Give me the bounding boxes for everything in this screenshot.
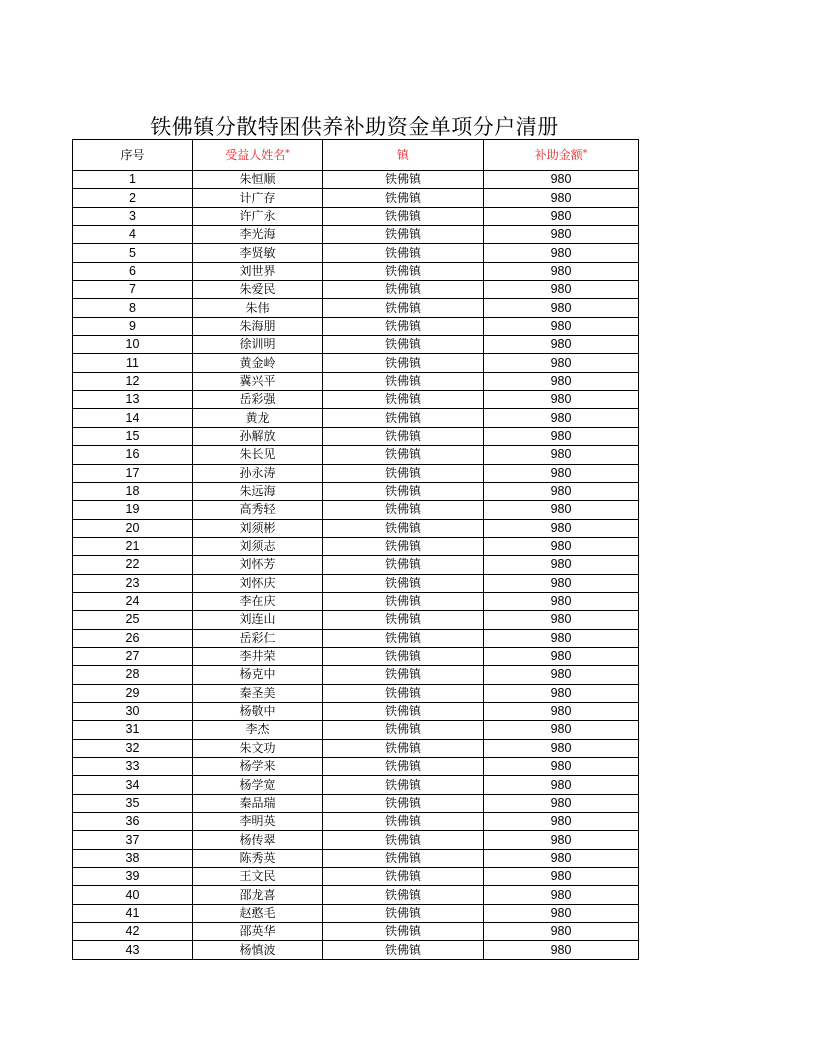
cell-beneficiary-name: 朱文功 [193, 739, 323, 757]
cell-town: 铁佛镇 [323, 702, 484, 720]
cell-town: 铁佛镇 [323, 666, 484, 684]
cell-subsidy-amount: 980 [484, 299, 639, 317]
cell-index: 4 [73, 226, 193, 244]
header-amount-label: 补助金额 [534, 148, 583, 162]
cell-town: 铁佛镇 [323, 868, 484, 886]
cell-beneficiary-name: 徐训明 [193, 336, 323, 354]
cell-town: 铁佛镇 [323, 849, 484, 867]
cell-subsidy-amount: 980 [484, 189, 639, 207]
cell-index: 37 [73, 831, 193, 849]
cell-beneficiary-name: 杨敬中 [193, 702, 323, 720]
cell-beneficiary-name: 李在庆 [193, 592, 323, 610]
cell-town: 铁佛镇 [323, 171, 484, 189]
table-row [73, 409, 639, 427]
table-row [73, 226, 639, 244]
table-row [73, 611, 639, 629]
cell-beneficiary-name: 杨学来 [193, 758, 323, 776]
table-row [73, 427, 639, 445]
cell-index: 39 [73, 868, 193, 886]
cell-subsidy-amount: 980 [484, 244, 639, 262]
cell-beneficiary-name: 杨传翠 [193, 831, 323, 849]
header-beneficiary-name [193, 140, 323, 171]
cell-subsidy-amount: 980 [484, 629, 639, 647]
cell-subsidy-amount: 980 [484, 519, 639, 537]
cell-index: 21 [73, 537, 193, 555]
cell-town: 铁佛镇 [323, 281, 484, 299]
cell-beneficiary-name: 刘怀庆 [193, 574, 323, 592]
cell-beneficiary-name: 李井荣 [193, 647, 323, 665]
cell-subsidy-amount: 980 [484, 647, 639, 665]
table-body [73, 171, 639, 960]
cell-beneficiary-name: 王文民 [193, 868, 323, 886]
cell-index: 27 [73, 647, 193, 665]
cell-beneficiary-name: 孙永涛 [193, 464, 323, 482]
cell-beneficiary-name: 李明英 [193, 813, 323, 831]
cell-town: 铁佛镇 [323, 574, 484, 592]
cell-index: 34 [73, 776, 193, 794]
table-row [73, 629, 639, 647]
cell-town: 铁佛镇 [323, 391, 484, 409]
table-row [73, 556, 639, 574]
header-index: 序号 [73, 140, 193, 171]
page-title: 铁佛镇分散特困供养补助资金单项分户清册 [150, 115, 559, 139]
table-row [73, 886, 639, 904]
cell-index: 18 [73, 482, 193, 500]
cell-beneficiary-name: 邵英华 [193, 923, 323, 941]
cell-index: 24 [73, 592, 193, 610]
cell-beneficiary-name: 黄龙 [193, 409, 323, 427]
cell-town: 铁佛镇 [323, 941, 484, 959]
cell-town: 铁佛镇 [323, 904, 484, 922]
cell-town: 铁佛镇 [323, 592, 484, 610]
cell-town: 铁佛镇 [323, 446, 484, 464]
cell-index: 23 [73, 574, 193, 592]
cell-town: 铁佛镇 [323, 758, 484, 776]
cell-index: 7 [73, 281, 193, 299]
cell-index: 14 [73, 409, 193, 427]
cell-beneficiary-name: 秦圣美 [193, 684, 323, 702]
cell-beneficiary-name: 朱远海 [193, 482, 323, 500]
table-row [73, 336, 639, 354]
header-town: 镇 [323, 140, 484, 171]
cell-beneficiary-name: 李杰 [193, 721, 323, 739]
table-row [73, 849, 639, 867]
table-row [73, 684, 639, 702]
cell-subsidy-amount: 980 [484, 501, 639, 519]
cell-town: 铁佛镇 [323, 794, 484, 812]
cell-subsidy-amount: 980 [484, 409, 639, 427]
cell-town: 铁佛镇 [323, 647, 484, 665]
cell-index: 10 [73, 336, 193, 354]
table-row [73, 281, 639, 299]
cell-subsidy-amount: 980 [484, 684, 639, 702]
cell-index: 2 [73, 189, 193, 207]
cell-beneficiary-name: 陈秀英 [193, 849, 323, 867]
table-row [73, 758, 639, 776]
cell-town: 铁佛镇 [323, 244, 484, 262]
table-header-row [73, 140, 639, 171]
cell-town: 铁佛镇 [323, 299, 484, 317]
cell-subsidy-amount: 980 [484, 537, 639, 555]
cell-subsidy-amount: 980 [484, 739, 639, 757]
cell-subsidy-amount: 980 [484, 336, 639, 354]
table-row [73, 739, 639, 757]
cell-beneficiary-name: 朱伟 [193, 299, 323, 317]
cell-town: 铁佛镇 [323, 556, 484, 574]
cell-town: 铁佛镇 [323, 501, 484, 519]
table-row [73, 868, 639, 886]
cell-subsidy-amount: 980 [484, 849, 639, 867]
cell-beneficiary-name: 高秀轻 [193, 501, 323, 519]
table-row [73, 501, 639, 519]
cell-beneficiary-name: 朱恒顺 [193, 171, 323, 189]
table-row [73, 923, 639, 941]
cell-index: 30 [73, 702, 193, 720]
header-subsidy-amount [484, 140, 639, 171]
table-row [73, 776, 639, 794]
cell-index: 3 [73, 207, 193, 225]
cell-index: 16 [73, 446, 193, 464]
cell-index: 33 [73, 758, 193, 776]
cell-beneficiary-name: 杨慎波 [193, 941, 323, 959]
cell-index: 32 [73, 739, 193, 757]
cell-subsidy-amount: 980 [484, 556, 639, 574]
cell-town: 铁佛镇 [323, 611, 484, 629]
cell-subsidy-amount: 980 [484, 831, 639, 849]
cell-index: 43 [73, 941, 193, 959]
table-row [73, 446, 639, 464]
cell-town: 铁佛镇 [323, 464, 484, 482]
cell-beneficiary-name: 朱长见 [193, 446, 323, 464]
cell-index: 26 [73, 629, 193, 647]
cell-subsidy-amount: 980 [484, 171, 639, 189]
cell-subsidy-amount: 980 [484, 721, 639, 739]
cell-beneficiary-name: 计广存 [193, 189, 323, 207]
cell-index: 1 [73, 171, 193, 189]
table-row [73, 299, 639, 317]
cell-town: 铁佛镇 [323, 482, 484, 500]
cell-subsidy-amount: 980 [484, 666, 639, 684]
cell-subsidy-amount: 980 [484, 354, 639, 372]
cell-index: 41 [73, 904, 193, 922]
table-row [73, 519, 639, 537]
cell-town: 铁佛镇 [323, 317, 484, 335]
cell-town: 铁佛镇 [323, 886, 484, 904]
cell-town: 铁佛镇 [323, 831, 484, 849]
cell-beneficiary-name: 冀兴平 [193, 372, 323, 390]
cell-town: 铁佛镇 [323, 336, 484, 354]
cell-index: 9 [73, 317, 193, 335]
cell-subsidy-amount: 980 [484, 226, 639, 244]
cell-subsidy-amount: 980 [484, 776, 639, 794]
cell-town: 铁佛镇 [323, 721, 484, 739]
cell-subsidy-amount: 980 [484, 923, 639, 941]
cell-beneficiary-name: 黄金岭 [193, 354, 323, 372]
cell-index: 15 [73, 427, 193, 445]
required-mark: * [285, 149, 290, 159]
cell-beneficiary-name: 刘须志 [193, 537, 323, 555]
cell-index: 12 [73, 372, 193, 390]
cell-subsidy-amount: 980 [484, 281, 639, 299]
cell-beneficiary-name: 岳彩仁 [193, 629, 323, 647]
cell-beneficiary-name: 岳彩强 [193, 391, 323, 409]
cell-index: 6 [73, 262, 193, 280]
cell-subsidy-amount: 980 [484, 427, 639, 445]
cell-beneficiary-name: 朱爱民 [193, 281, 323, 299]
table-row [73, 189, 639, 207]
table-row [73, 207, 639, 225]
table-row [73, 721, 639, 739]
cell-town: 铁佛镇 [323, 813, 484, 831]
cell-subsidy-amount: 980 [484, 868, 639, 886]
table-row [73, 941, 639, 959]
cell-town: 铁佛镇 [323, 537, 484, 555]
cell-index: 5 [73, 244, 193, 262]
cell-subsidy-amount: 980 [484, 372, 639, 390]
table-row [73, 372, 639, 390]
table-row [73, 647, 639, 665]
cell-town: 铁佛镇 [323, 684, 484, 702]
cell-subsidy-amount: 980 [484, 886, 639, 904]
cell-beneficiary-name: 许广永 [193, 207, 323, 225]
cell-beneficiary-name: 邵龙喜 [193, 886, 323, 904]
cell-index: 8 [73, 299, 193, 317]
cell-town: 铁佛镇 [323, 262, 484, 280]
cell-index: 13 [73, 391, 193, 409]
cell-town: 铁佛镇 [323, 427, 484, 445]
cell-index: 42 [73, 923, 193, 941]
table-row [73, 537, 639, 555]
cell-subsidy-amount: 980 [484, 813, 639, 831]
cell-index: 38 [73, 849, 193, 867]
cell-beneficiary-name: 杨学宽 [193, 776, 323, 794]
cell-town: 铁佛镇 [323, 207, 484, 225]
cell-subsidy-amount: 980 [484, 904, 639, 922]
cell-beneficiary-name: 秦品瑞 [193, 794, 323, 812]
cell-subsidy-amount: 980 [484, 446, 639, 464]
cell-index: 28 [73, 666, 193, 684]
table-row [73, 171, 639, 189]
table-row [73, 244, 639, 262]
cell-subsidy-amount: 980 [484, 758, 639, 776]
cell-subsidy-amount: 980 [484, 207, 639, 225]
cell-subsidy-amount: 980 [484, 794, 639, 812]
subsidy-roster-table [72, 139, 639, 960]
cell-subsidy-amount: 980 [484, 262, 639, 280]
cell-subsidy-amount: 980 [484, 317, 639, 335]
table-row [73, 831, 639, 849]
cell-index: 17 [73, 464, 193, 482]
cell-beneficiary-name: 孙解放 [193, 427, 323, 445]
cell-town: 铁佛镇 [323, 923, 484, 941]
cell-town: 铁佛镇 [323, 354, 484, 372]
cell-index: 20 [73, 519, 193, 537]
cell-beneficiary-name: 刘怀芳 [193, 556, 323, 574]
table-row [73, 464, 639, 482]
table-row [73, 592, 639, 610]
table-row [73, 482, 639, 500]
cell-subsidy-amount: 980 [484, 592, 639, 610]
cell-subsidy-amount: 980 [484, 702, 639, 720]
cell-beneficiary-name: 刘连山 [193, 611, 323, 629]
cell-subsidy-amount: 980 [484, 391, 639, 409]
table-row [73, 262, 639, 280]
cell-subsidy-amount: 980 [484, 464, 639, 482]
cell-town: 铁佛镇 [323, 409, 484, 427]
cell-index: 29 [73, 684, 193, 702]
cell-index: 40 [73, 886, 193, 904]
cell-town: 铁佛镇 [323, 776, 484, 794]
table-row [73, 794, 639, 812]
table-row [73, 666, 639, 684]
header-name-label: 受益人姓名 [225, 148, 286, 162]
table-row [73, 317, 639, 335]
cell-beneficiary-name: 杨克中 [193, 666, 323, 684]
cell-index: 31 [73, 721, 193, 739]
cell-subsidy-amount: 980 [484, 611, 639, 629]
cell-beneficiary-name: 赵憨毛 [193, 904, 323, 922]
cell-beneficiary-name: 朱海朋 [193, 317, 323, 335]
cell-index: 35 [73, 794, 193, 812]
table-row [73, 574, 639, 592]
table-row [73, 904, 639, 922]
cell-index: 11 [73, 354, 193, 372]
cell-town: 铁佛镇 [323, 372, 484, 390]
table-row [73, 702, 639, 720]
table-row [73, 813, 639, 831]
cell-index: 36 [73, 813, 193, 831]
cell-subsidy-amount: 980 [484, 574, 639, 592]
cell-town: 铁佛镇 [323, 189, 484, 207]
cell-town: 铁佛镇 [323, 739, 484, 757]
cell-town: 铁佛镇 [323, 629, 484, 647]
cell-beneficiary-name: 李光海 [193, 226, 323, 244]
cell-subsidy-amount: 980 [484, 941, 639, 959]
cell-town: 铁佛镇 [323, 226, 484, 244]
cell-index: 25 [73, 611, 193, 629]
required-mark: * [582, 149, 588, 159]
cell-beneficiary-name: 李贤敏 [193, 244, 323, 262]
cell-index: 19 [73, 501, 193, 519]
table-row [73, 391, 639, 409]
cell-beneficiary-name: 刘世界 [193, 262, 323, 280]
table-row [73, 354, 639, 372]
cell-beneficiary-name: 刘须彬 [193, 519, 323, 537]
cell-index: 22 [73, 556, 193, 574]
cell-subsidy-amount: 980 [484, 482, 639, 500]
cell-town: 铁佛镇 [323, 519, 484, 537]
